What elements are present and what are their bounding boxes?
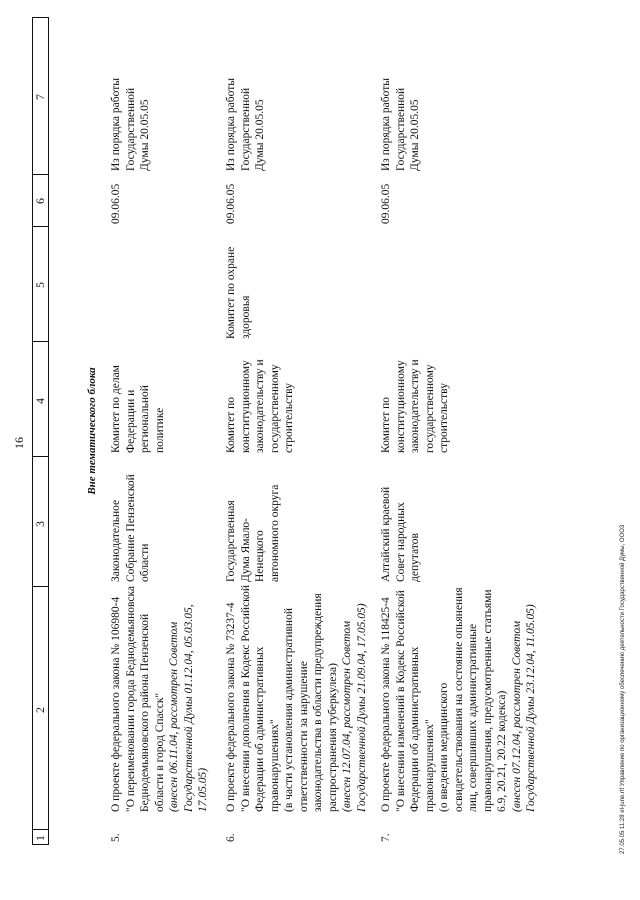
co-executor-committee: Комитет по охране здоровья: [225, 246, 252, 339]
column-number: 1: [33, 835, 47, 841]
column-divider: [32, 586, 48, 587]
row-number: 5.: [110, 833, 122, 842]
agenda-table: [32, 17, 622, 845]
section-header: Вне тематического блока: [86, 367, 98, 495]
rotated-page: [10, 10, 630, 890]
bill-title: О проекте федерального закона № 106980-4: [110, 596, 122, 812]
document-footer: 27.05.05 11:28 el-june.rtf Управление по организационному обеспечению деятельности Государственной Думы, ООО3: [620, 524, 626, 854]
column-number-row-border: [48, 17, 49, 845]
bill-description: О проекте федерального закона № 106980-4 "О переименовании города Беднодемьяновска Беднодемьяновского района Пензенской области в город Спасск" (внесен 06.11.04, рассмотрен Советом Государственной Думы 01.12.04, 05.03.05, 17.05.05): [110, 586, 209, 812]
source-reference: Из порядка работы Государственной Думы 20.05.05: [380, 78, 421, 171]
review-date: 09.06.05: [110, 183, 122, 224]
column-divider: [32, 174, 48, 175]
column-divider: [32, 341, 48, 342]
initiator: Законодательное Собрание Пензенской области: [110, 474, 151, 582]
bill-title: О проекте федерального закона № 118425-4: [380, 597, 392, 812]
column-divider: [32, 226, 48, 227]
row-number: 7.: [380, 833, 392, 842]
column-number: 2: [33, 707, 47, 713]
responsible-committee: Комитет по конституционному законодательству и государственному строительству: [225, 359, 295, 453]
bill-title: О проекте федерального закона № 73237-4: [225, 602, 237, 812]
responsible-committee: Комитет по конституционному законодательству и государственному строительству: [380, 359, 450, 453]
initiator: Государственная Дума Ямало- Ненецкого автономного округа: [225, 484, 281, 582]
column-number: 3: [33, 521, 47, 527]
bill-description: О проекте федерального закона № 118425-4 "О внесении изменений в Кодекс Российской Федерации об административных правонарушениях" (о введении медицинского освидетельствования на состояние опьянения лиц, совершивших административные правонарушения, предусмотренные статьями 6.9, 20.21, 20.22 кодекса) (внесен 07.12.04, рассмотрен Советом Государственной Думы 23.12.04, 11.05.05): [380, 587, 537, 812]
column-number: 4: [33, 398, 47, 404]
source-reference: Из порядка работы Государственной Думы 20.05.05: [225, 78, 266, 171]
row-number: 6.: [225, 833, 237, 842]
table-top-border: [32, 17, 33, 845]
responsible-committee: Комитет по делам Федерации и региональной политике: [110, 365, 166, 453]
bill-note: (внесен 06.11.04, рассмотрен Советом: [168, 621, 180, 812]
bill-description: О проекте федерального закона № 73237-4 "О внесении дополнения в Кодекс Российской Федерации об административных правонарушениях" (в части установления административной ответственности за нарушение законодательства в области предупреждения распространения туберкулеза) (внесен 12.07.04, рассмотрен Советом Государственной Думы 21.09.04, 17.05.05): [225, 584, 368, 812]
column-divider: [32, 829, 48, 830]
source-reference: Из порядка работы Государственной Думы 20.05.05: [110, 78, 151, 171]
column-number: 5: [33, 282, 47, 288]
initiator: Алтайский краевой Совет народных депутатов: [380, 486, 421, 582]
column-number: 7: [33, 94, 47, 100]
column-divider: [32, 456, 48, 457]
page-number: 16: [12, 437, 26, 449]
bill-note: (внесен 12.07.04, рассмотрен Советом: [341, 620, 353, 812]
review-date: 09.06.05: [380, 183, 392, 224]
column-number: 6: [33, 198, 47, 204]
column-divider: [32, 844, 48, 845]
review-date: 09.06.05: [225, 183, 237, 224]
bill-note: (внесен 07.12.04, рассмотрен Советом: [510, 620, 523, 812]
column-divider: [32, 17, 48, 18]
